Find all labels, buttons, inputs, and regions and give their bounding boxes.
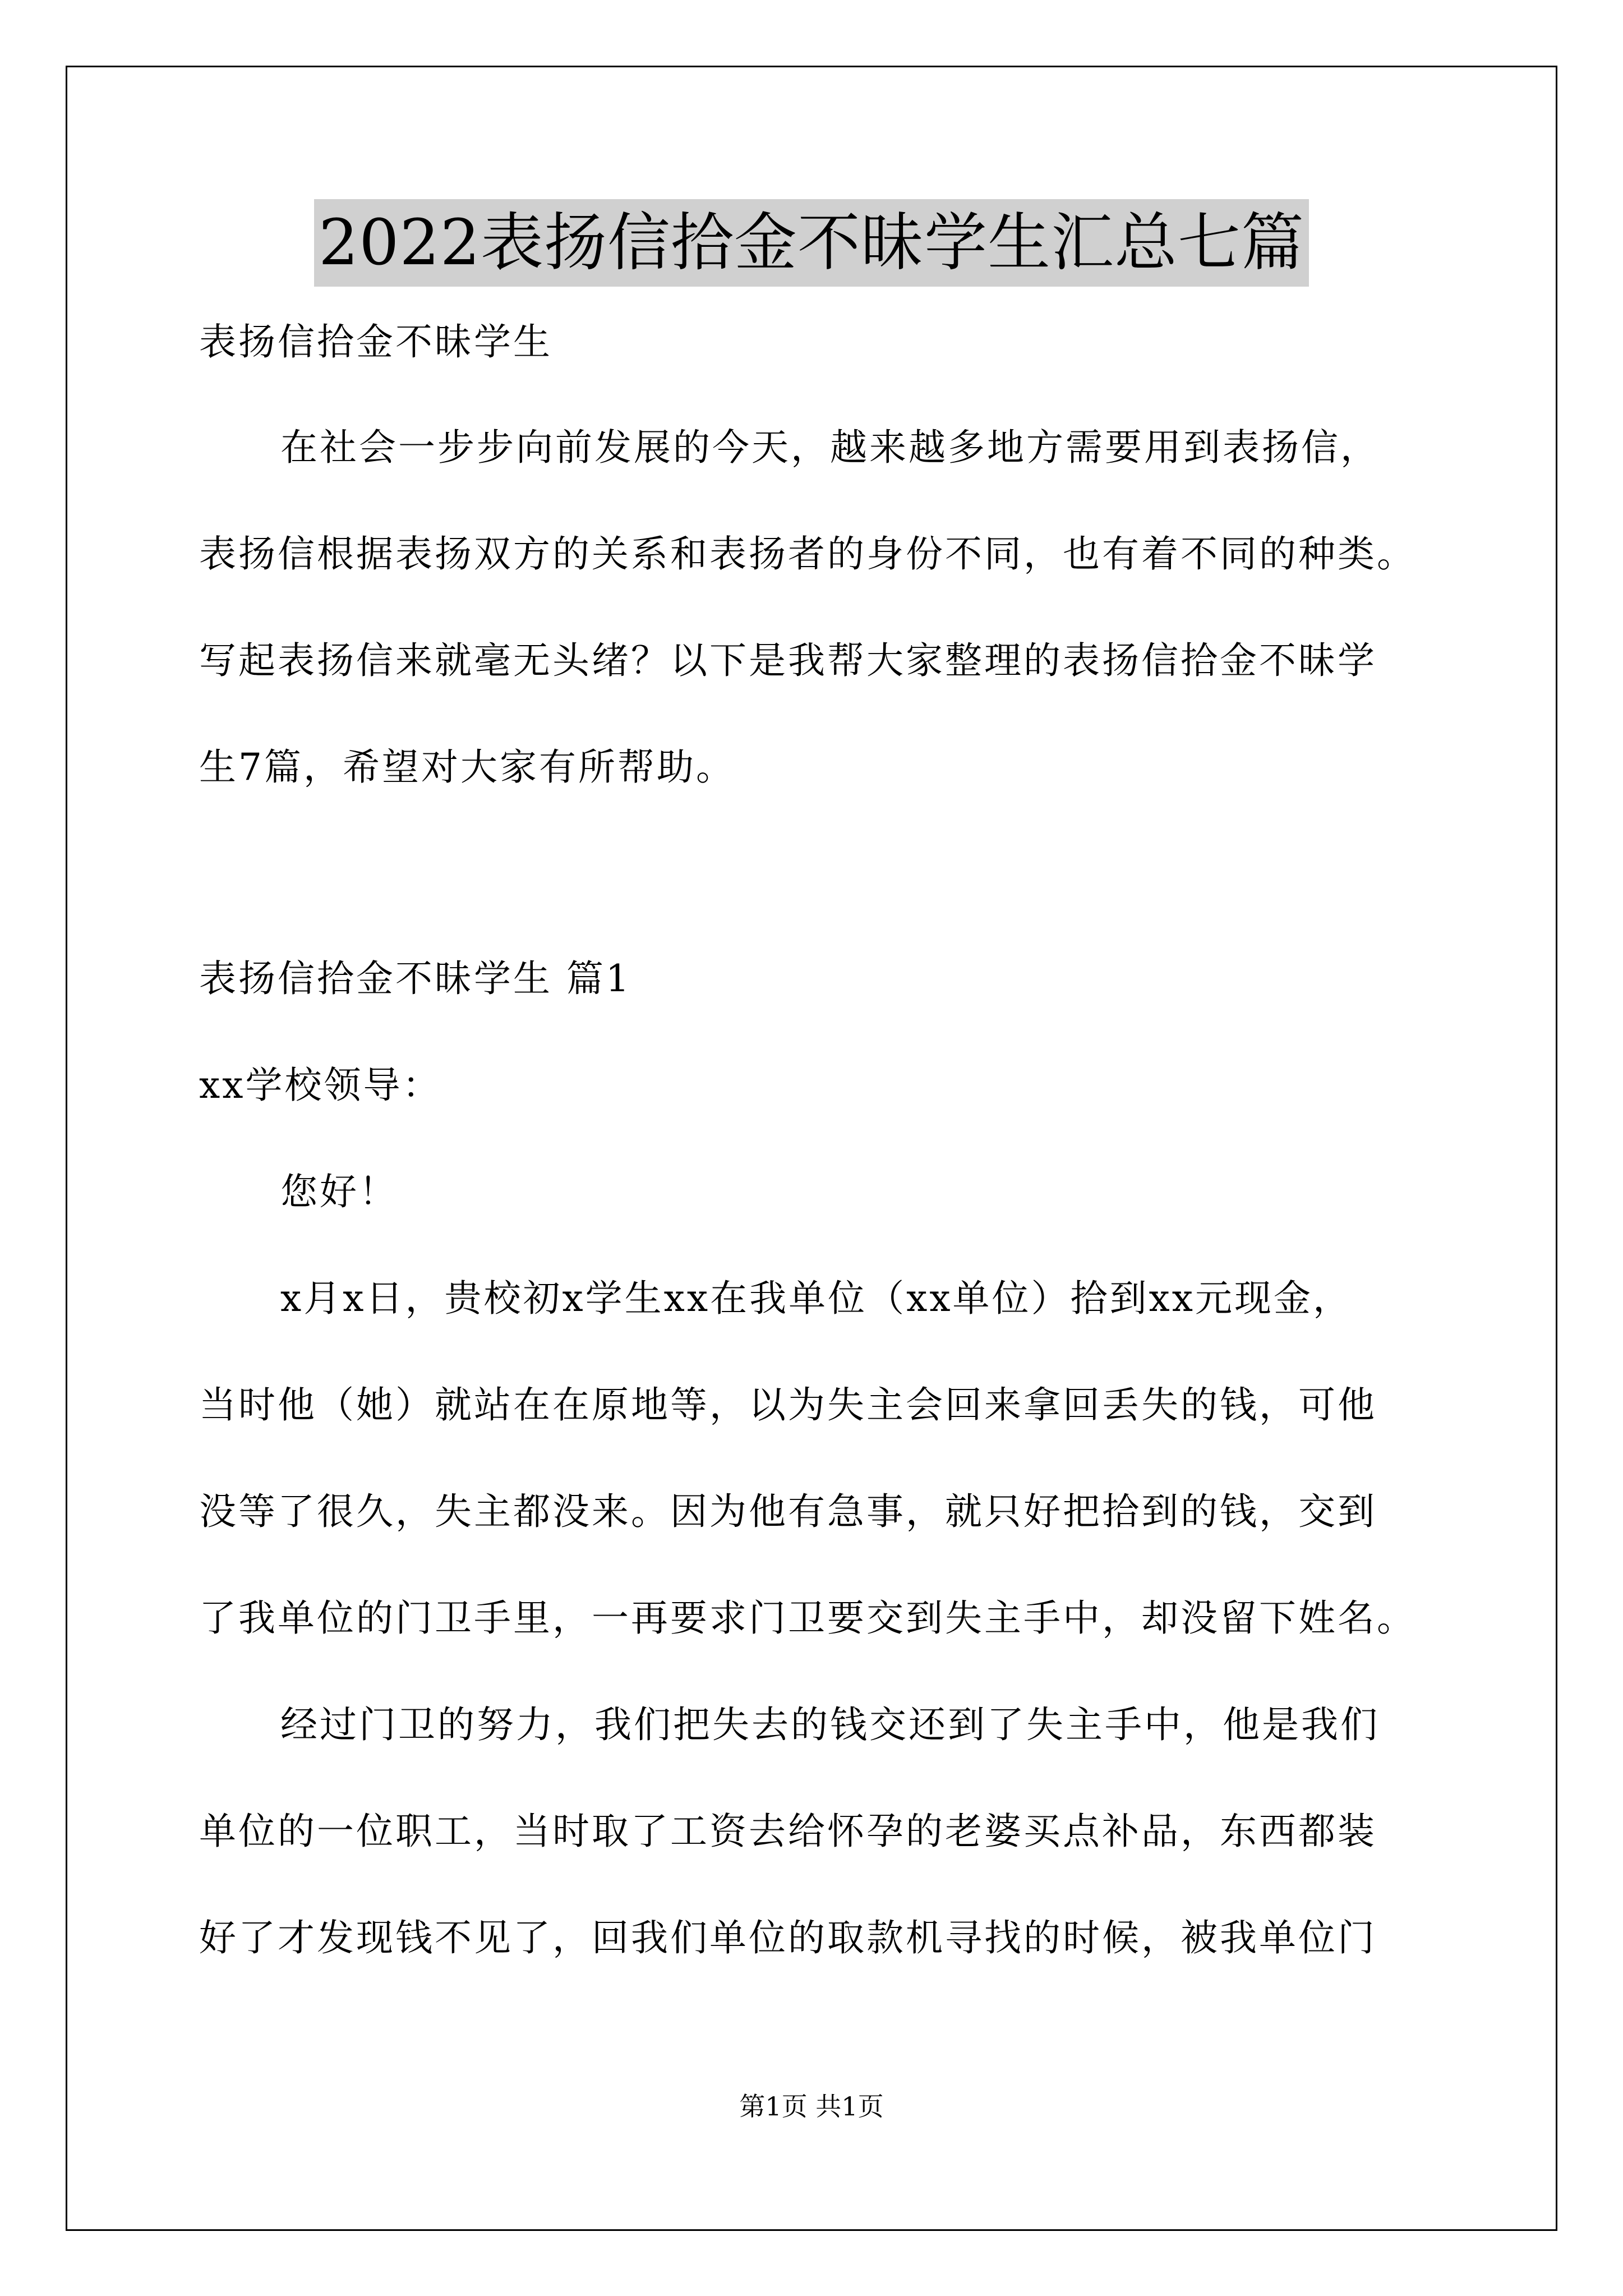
body-line: 好了才发现钱不见了，回我们单位的取款机寻找的时候，被我单位门 bbox=[199, 1916, 1377, 1959]
body-line: 了我单位的门卫手里，一再要求门卫要交到失主手中，却没留下姓名。 bbox=[199, 1596, 1416, 1640]
body-line: 单位的一位职工，当时取了工资去给怀孕的老婆买点补品，东西都装 bbox=[199, 1810, 1377, 1853]
body-line: 没等了很久，失主都没来。因为他有急事，就只好把拾到的钱，交到 bbox=[199, 1490, 1377, 1533]
letter-salutation: xx学校领导： bbox=[199, 1064, 442, 1107]
title-container bbox=[0, 199, 1623, 287]
intro-line: 在社会一步步向前发展的今天，越来越多地方需要用到表扬信， bbox=[280, 426, 1380, 469]
intro-line: 写起表扬信来就毫无头绪？以下是我帮大家整理的表扬信拾金不昧学 bbox=[199, 639, 1377, 682]
document-title: 2022表扬信拾金不昧学生汇总七篇 bbox=[314, 199, 1309, 287]
page-footer: 第1页 共1页 bbox=[739, 2091, 884, 2122]
intro-line: 表扬信根据表扬双方的关系和表扬者的身份不同，也有着不同的种类。 bbox=[199, 532, 1416, 576]
section-heading: 表扬信拾金不昧学生 篇1 bbox=[199, 957, 631, 1000]
page-border bbox=[66, 66, 1557, 2231]
intro-line: 生7篇，希望对大家有所帮助。 bbox=[199, 746, 735, 789]
body-line: x月x日，贵校初x学生xx在我单位（xx单位）拾到xx元现金， bbox=[280, 1277, 1352, 1320]
body-line: 经过门卫的努力，我们把失去的钱交还到了失主手中，他是我们 bbox=[280, 1703, 1380, 1746]
body-line: 当时他（她）就站在在原地等，以为失主会回来拿回丢失的钱，可他 bbox=[199, 1383, 1377, 1427]
letter-greeting: 您好！ bbox=[280, 1170, 398, 1213]
document-subtitle: 表扬信拾金不昧学生 bbox=[199, 320, 552, 364]
